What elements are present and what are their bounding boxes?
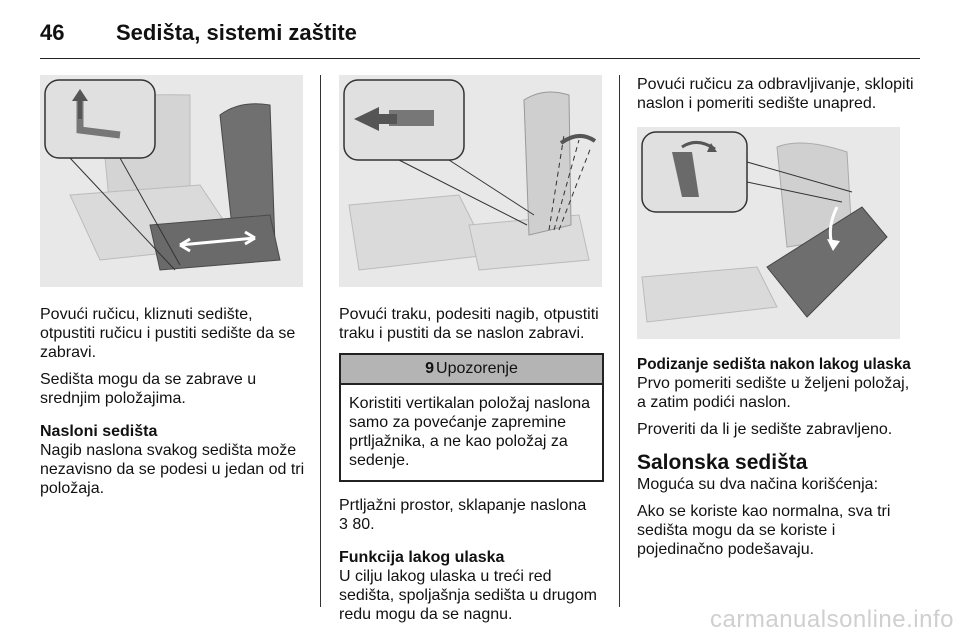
column-divider-left	[320, 75, 321, 607]
column-1	[40, 75, 305, 498]
warning-title: Upozorenje	[436, 360, 518, 377]
warning-header	[341, 355, 602, 385]
page-ref-icon: 3	[339, 516, 348, 533]
column-3	[637, 75, 922, 559]
usage-modes-text: Moguća su dva načina korišćenja:	[637, 476, 879, 493]
backrest-recline-illustration	[339, 75, 602, 287]
warning-icon: 9	[425, 360, 435, 377]
recline-caption: Povući traku, podesiti nagib, otpustiti traku i pustiti da se naslon zabravi.	[339, 306, 599, 342]
lift-seat-heading: Podizanje sedišta nakon lakog ulaska	[637, 356, 911, 373]
watermark: carmanualsonline.info	[710, 606, 954, 633]
cargo-reference-text: Prtljažni prostor, sklapanje naslona	[339, 497, 587, 514]
easy-entry-intro: Povući ručicu za odbravljivanje, sklopiti naslon i pomeriti sedište unapred.	[637, 76, 914, 112]
page-header	[40, 18, 920, 58]
column-2	[339, 75, 604, 624]
page-title: Sedišta, sistemi zaštite	[116, 20, 357, 45]
warning-box	[339, 353, 604, 482]
easy-entry-text: U cilju lakog ulaska u treći red sedišta, spoljašnja sedišta u drugom redu mogu da se nagnu.	[339, 568, 597, 623]
column-divider-right	[619, 75, 620, 607]
seat-slide-caption: Povući ručicu, kliznuti sedište, otpustiti ručicu i pustiti sedište da se zabravi.	[40, 306, 296, 361]
normal-usage-text: Ako se koriste kao normalna, sva tri sedišta mogu da se koriste i pojedinačno podešavaju.	[637, 503, 891, 558]
seat-slide-illustration	[40, 75, 303, 287]
seat-lock-note: Sedišta mogu da se zabrave u srednjim položajima.	[40, 371, 257, 407]
backrest-heading: Nasloni sedišta	[40, 423, 158, 440]
easy-entry-illustration	[637, 127, 900, 339]
cabin-seats-heading: Salonska sedišta	[637, 451, 808, 474]
backrest-text: Nagib naslona svakog sedišta može nezavisno da se podesi u jedan od tri položaja.	[40, 442, 305, 497]
lift-seat-text: Prvo pomeriti sedište u željeni položaj, a zatim podići naslon.	[637, 375, 910, 411]
cargo-reference	[339, 496, 604, 534]
header-divider	[40, 58, 920, 59]
cargo-reference-page: 80.	[347, 516, 375, 533]
page-number: 46	[40, 20, 65, 45]
lock-check-text: Proveriti da li je sedište zabravljeno.	[637, 421, 893, 438]
warning-text: Koristiti vertikalan položaj naslona samo za povećanje zapremine prtljažnika, a ne kao položaj za sedenje.	[349, 395, 591, 469]
easy-entry-heading: Funkcija lakog ulaska	[339, 549, 505, 566]
